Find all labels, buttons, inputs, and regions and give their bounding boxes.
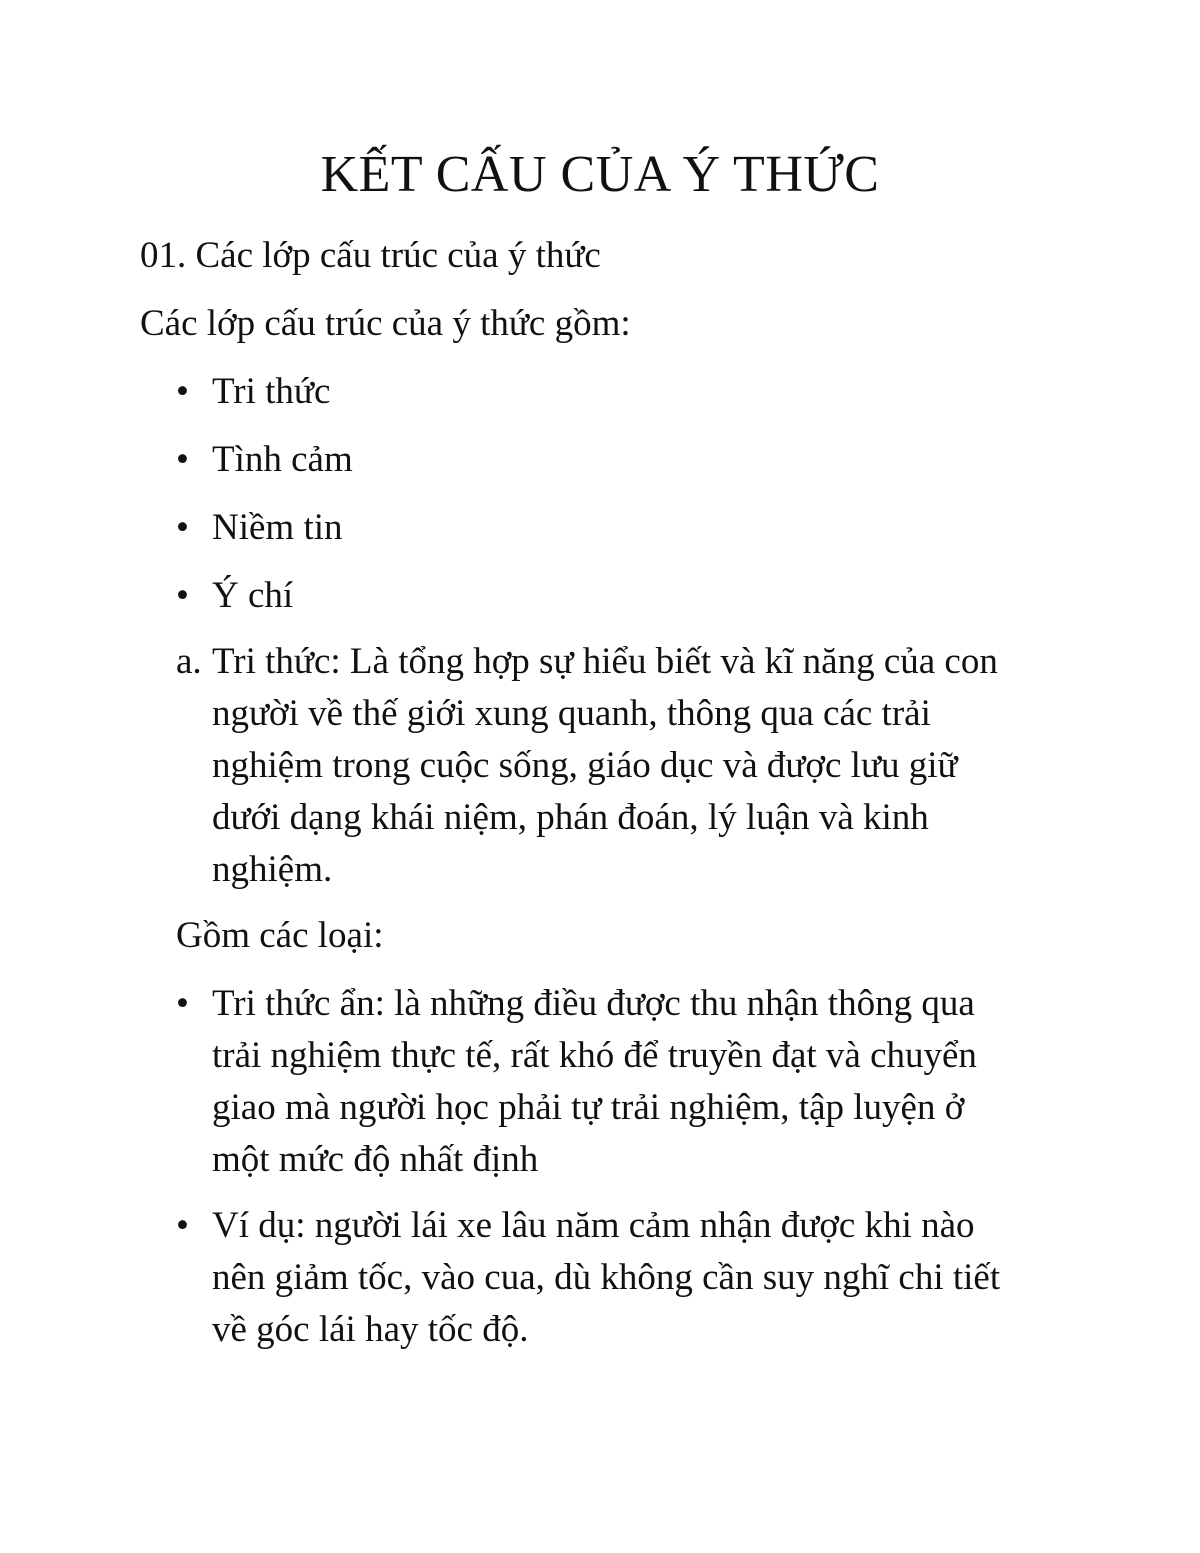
paragraph-line: nghiệm. — [212, 849, 333, 890]
list-item-tacit-knowledge — [176, 978, 1076, 1186]
types-intro: Gồm các loại: — [176, 915, 384, 956]
paragraph-line: giao mà người học phải tự trải nghiệm, tập luyện ở — [212, 1087, 965, 1128]
bullet-icon: • — [176, 983, 189, 1024]
paragraph-line: người về thế giới xung quanh, thông qua các trải — [212, 693, 931, 734]
list-item-label: Ý chí — [212, 575, 294, 616]
bullet-icon: • — [176, 371, 189, 412]
paragraph-line: về góc lái hay tốc độ. — [212, 1309, 529, 1350]
list-item-label: Tình cảm — [212, 439, 353, 480]
intro-text: Các lớp cấu trúc của ý thức gồm: — [140, 303, 631, 344]
list-item-knowledge — [176, 366, 330, 418]
knowledge-paragraph — [176, 636, 1076, 896]
paragraph-line: dưới dạng khái niệm, phán đoán, lý luận và kinh — [212, 797, 929, 838]
list-item-label: Niềm tin — [212, 507, 343, 548]
paragraph-line: Tri thức: Là tổng hợp sự hiểu biết và kĩ năng của con — [212, 641, 998, 682]
list-item-emotion — [176, 434, 353, 486]
list-item-will — [176, 570, 293, 622]
bullet-icon: • — [176, 575, 189, 616]
list-item-example — [176, 1200, 1076, 1356]
paragraph-line: một mức độ nhất định — [212, 1139, 539, 1180]
section-heading: 01. Các lớp cấu trúc của ý thức — [140, 235, 601, 276]
list-item-belief — [176, 502, 343, 554]
paragraph-line: Tri thức ẩn: là những điều được thu nhận thông qua — [212, 983, 975, 1024]
paragraph-line: nên giảm tốc, vào cua, dù không cần suy nghĩ chi tiết — [212, 1257, 1001, 1298]
paragraph-line: Ví dụ: người lái xe lâu năm cảm nhận được khi nào — [212, 1205, 975, 1246]
list-item-label: Tri thức — [212, 371, 331, 412]
bullet-icon: • — [176, 507, 189, 548]
bullet-icon: • — [176, 439, 189, 480]
paragraph-marker: a. — [176, 641, 202, 682]
bullet-icon: • — [176, 1205, 189, 1246]
paragraph-line: nghiệm trong cuộc sống, giáo dục và được lưu giữ — [212, 745, 958, 786]
paragraph-line: trải nghiệm thực tế, rất khó để truyền đạt và chuyển — [212, 1035, 977, 1076]
page-title: KẾT CẤU CỦA Ý THỨC — [320, 146, 880, 203]
